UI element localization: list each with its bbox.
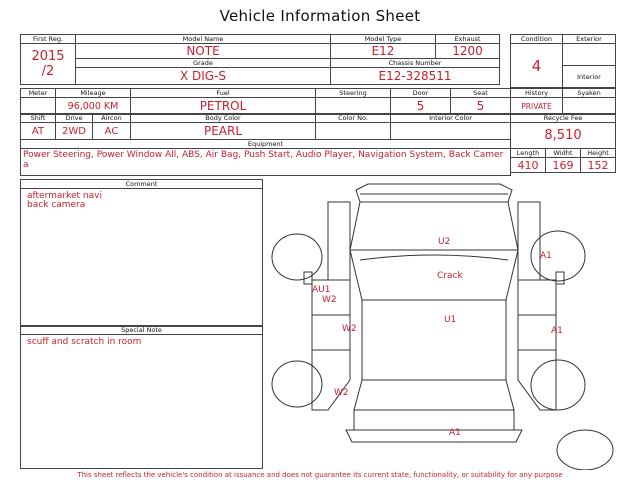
aircon-label: Aircon — [93, 114, 131, 123]
condition-value: 4 — [511, 44, 563, 88]
height-label: Height — [581, 149, 616, 158]
sheet-title: Vehicle Information Sheet — [219, 7, 421, 25]
roof — [362, 300, 506, 380]
tire-front-left — [272, 234, 322, 280]
special-note-label: Special Note — [21, 326, 262, 335]
interior-label: Interior — [563, 66, 616, 88]
right-mirror — [556, 272, 564, 284]
aircon-value: AC — [93, 123, 131, 140]
equipment-label: Equipment — [21, 140, 511, 149]
mark-a1-right: A1 — [551, 326, 563, 336]
chassis-label: Chassis Number — [331, 59, 500, 68]
color-no-value — [316, 123, 391, 140]
recycle-fee-value: 8,510 — [511, 123, 616, 149]
condition-label: Condition — [511, 35, 563, 44]
mark-crack: Crack — [437, 271, 463, 281]
syaken-value — [563, 98, 616, 115]
comment-line: back camera — [27, 200, 86, 210]
model-name-label: Model Name — [76, 35, 331, 44]
comment-line: aftermarket navi — [27, 191, 102, 201]
mark-u1: U1 — [444, 315, 457, 325]
tire-rear-left — [272, 361, 322, 407]
front-bumper — [356, 184, 512, 202]
fuel-value: PETROL — [131, 98, 316, 115]
width-label: Widht — [546, 149, 581, 158]
interior-color-label: Interior Color — [391, 114, 511, 123]
drive-value: 2WD — [56, 123, 93, 140]
left-fender — [328, 202, 350, 280]
shift-value: AT — [21, 123, 56, 140]
history-value: PRIVATE — [511, 98, 563, 115]
condition-table — [510, 34, 616, 88]
spare-tire — [557, 430, 613, 470]
special-note-line: scuff and scratch in room — [27, 337, 142, 347]
exterior-value — [563, 44, 616, 66]
rear-window — [354, 380, 514, 410]
windshield-inner — [360, 255, 508, 260]
first-reg-month: /2 — [41, 64, 55, 79]
seat-value: 5 — [451, 98, 511, 115]
first-reg-label: First Reg. — [21, 35, 76, 44]
special-note-panel — [20, 325, 263, 469]
spec-table-2 — [20, 113, 511, 176]
width-value: 169 — [546, 158, 581, 173]
tire-rear-right — [531, 360, 585, 410]
color-no-label: Color No. — [316, 114, 391, 123]
left-rear-door — [312, 350, 350, 410]
door-value: 5 — [391, 98, 451, 115]
meter-label: Meter — [21, 89, 56, 98]
bonnet — [350, 202, 518, 250]
drive-label: Drive — [56, 114, 93, 123]
disclaimer-footer: This sheet reflects the vehicle's condition at issuance and does not guarantee its current state, functionality, or suitability for any purpose — [77, 471, 563, 479]
length-value: 410 — [511, 158, 546, 173]
history-table — [510, 88, 616, 115]
mileage-label: Mileage — [56, 89, 131, 98]
seat-label: Seat — [451, 89, 511, 98]
equipment-value: Power Steering, Power Window All, ABS, Air Bag, Push Start, Audio Player, Navigation System, Back Camera — [23, 150, 504, 170]
model-type-label: Model Type — [331, 35, 436, 44]
comment-label: Comment — [21, 180, 262, 189]
special-note-body — [21, 335, 262, 350]
mark-w2-left: W2 — [322, 295, 337, 305]
meter-value — [21, 98, 56, 115]
first-reg-year: 2015 — [31, 49, 65, 64]
fuel-label: Fuel — [131, 89, 316, 98]
mileage-value: 96,000 KM — [56, 98, 131, 115]
length-label: Length — [511, 149, 546, 158]
exhaust-value: 1200 — [436, 44, 500, 59]
shift-label: Shift — [21, 114, 56, 123]
rear-bumper — [354, 410, 514, 430]
steering-label: Steering — [316, 89, 391, 98]
comment-panel — [20, 179, 263, 327]
rear-bumper-lower — [346, 430, 522, 442]
door-label: Door — [391, 89, 451, 98]
mark-a1-bottom: A1 — [449, 428, 461, 438]
first-reg-value — [21, 44, 76, 85]
main-info-table — [20, 34, 500, 85]
interior-color-value — [391, 123, 511, 140]
recycle-table — [510, 113, 616, 173]
mark-au1: AU1 — [312, 285, 331, 295]
windshield — [350, 250, 518, 300]
model-name-value: NOTE — [76, 44, 331, 59]
grade-value: X DIG-S — [76, 68, 331, 85]
model-type-value: E12 — [331, 44, 436, 59]
exterior-label: Exterior — [563, 35, 616, 44]
exhaust-label: Exhaust — [436, 35, 500, 44]
syaken-label: Syaken — [563, 89, 616, 98]
chassis-value: E12-328511 — [331, 68, 500, 85]
car-damage-diagram — [268, 180, 618, 470]
grade-label: Grade — [76, 59, 331, 68]
mark-u2: U2 — [438, 237, 451, 247]
body-color-value: PEARL — [131, 123, 316, 140]
recycle-fee-label: Recycle Fee — [511, 114, 616, 123]
steering-value — [316, 98, 391, 115]
history-label: History — [511, 89, 563, 98]
spec-table — [20, 88, 511, 115]
mark-a1-right-top: A1 — [540, 251, 552, 261]
height-value: 152 — [581, 158, 616, 173]
comment-body — [21, 189, 262, 213]
mark-w2-mid: W2 — [342, 324, 357, 334]
body-color-label: Body Color — [131, 114, 316, 123]
mark-w2-bottom: W2 — [334, 388, 349, 398]
